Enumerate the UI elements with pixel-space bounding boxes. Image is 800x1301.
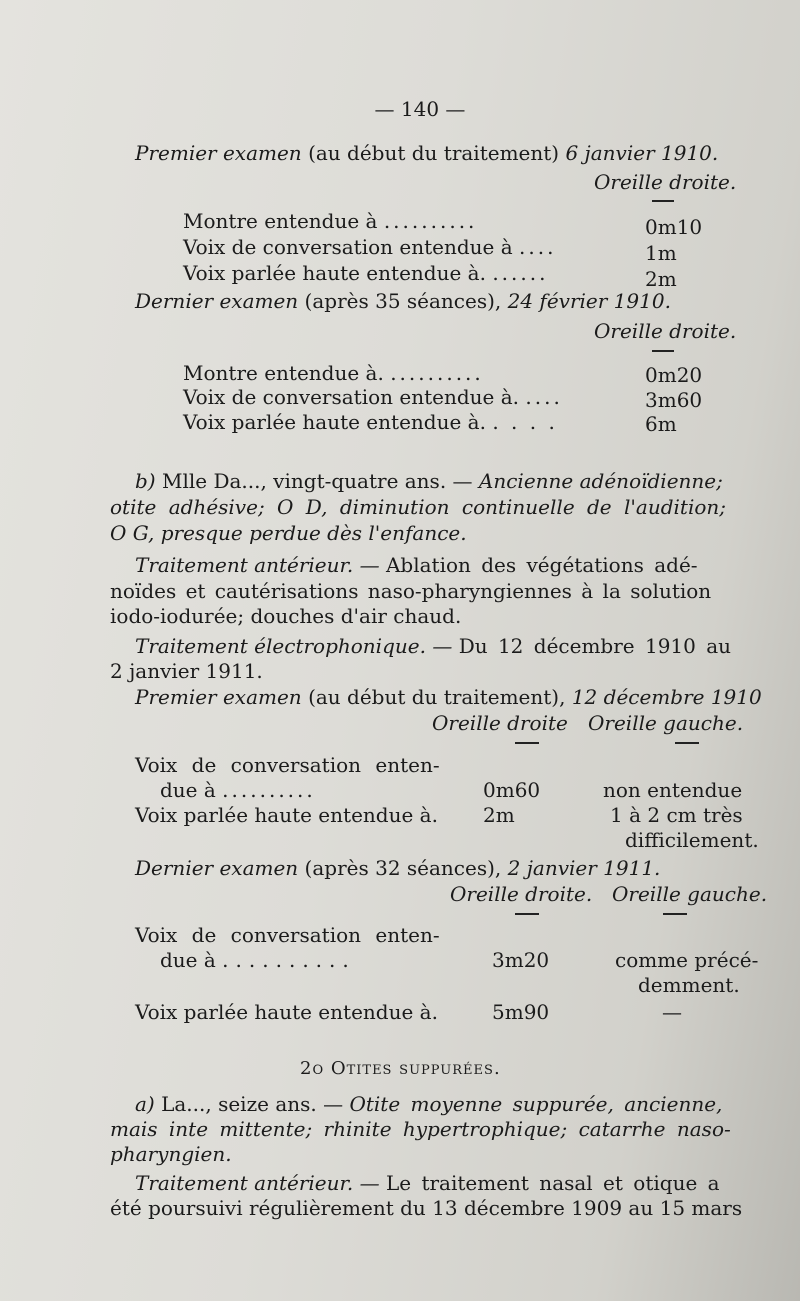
case-a-line3: pharyngien.: [110, 1142, 232, 1166]
case-b-line3: O G, presque perdue dès l'enfance.: [110, 521, 467, 545]
row-value-parlee-1: 2m: [645, 267, 677, 291]
t2-row1-a: Voix de conversation enten-: [135, 923, 440, 947]
case-b-prior-line1: [135, 552, 800, 578]
first-exam-label: Premier examen: [135, 141, 302, 165]
case-a-name: La..., seize ans. —: [161, 1092, 344, 1116]
case-b-last-exam-paren: (après 32 séances),: [304, 856, 502, 880]
t1-row2-label: Voix parlée haute entendue à.: [135, 803, 438, 827]
dash-1: [652, 200, 674, 202]
case-b-last-exam-label: Dernier examen: [135, 856, 299, 880]
row-label: Montre entendue à.: [183, 361, 384, 385]
last-exam-label: Dernier examen: [135, 289, 299, 313]
case-b-last-exam-date: 2 janvier 1911.: [507, 856, 661, 880]
t1-row1-a: Voix de conversation enten-: [135, 753, 440, 777]
case-b-first-exam-line: [135, 684, 800, 710]
case-b-electro-label: Traitement électrophonique. —: [135, 634, 453, 658]
case-b-first-exam-label: Premier examen: [135, 685, 302, 709]
t2-row1-dots: ..........: [222, 948, 356, 972]
t2-row1-right-value: 3m20: [492, 948, 550, 972]
t2-row2-left-value: —: [662, 1000, 682, 1024]
row-label: Montre entendue à: [183, 209, 378, 233]
row-value-conversation-2: 3m60: [645, 388, 703, 412]
case-a-prior-line1: [135, 1170, 800, 1196]
last-exam-paren: (après 35 séances),: [304, 289, 502, 313]
case-b-ear-right: Oreille droite: [432, 711, 568, 735]
dash-4: [675, 742, 699, 744]
case-b-line2: otite adhésive; O D, diminution continuelle de l'audition;: [110, 495, 726, 519]
t2-row1-label: due à: [160, 948, 216, 972]
row-dots: ..........: [383, 209, 478, 233]
row-value-montre-2: 0m20: [645, 363, 703, 387]
case-b-first-exam-paren: (au début du traitement),: [308, 685, 566, 709]
first-exam-line: [135, 140, 800, 166]
t1-row1-label: due à: [160, 778, 216, 802]
case-b-ear-left-2: Oreille gauche.: [612, 882, 768, 906]
case-b-letter: b): [135, 469, 156, 493]
row-value-conversation-1: 1m: [645, 241, 677, 265]
case-a-prior-text1: Le traitement nasal et otique a: [385, 1171, 720, 1195]
row-dots: . . . .: [492, 410, 558, 434]
last-exam-line: [135, 288, 800, 314]
t1-row1-dots: ..........: [222, 778, 316, 802]
dash-2: [652, 350, 674, 352]
t1-row2-left-value-a: 1 à 2 cm très: [610, 803, 743, 827]
row-dots: ......: [492, 261, 549, 285]
case-b-electro-line2: 2 janvier 1911.: [110, 659, 263, 683]
case-b-prior-text1: Ablation des végétations adé-: [385, 553, 698, 577]
row-label: Voix parlée haute entendue à.: [183, 410, 486, 434]
t1-row2-left-value-b: difficilement.: [625, 828, 759, 852]
row-value-parlee-2: 6m: [645, 412, 677, 436]
row-label: Voix parlée haute entendue à.: [183, 261, 486, 285]
dash-3: [515, 742, 539, 744]
case-a-prior-label: Traitement antérieur. —: [135, 1171, 380, 1195]
case-a-line1: [135, 1091, 800, 1117]
section-2-heading: 2o Otites suppurées.: [300, 1058, 501, 1079]
ear-right-heading-1: Oreille droite.: [594, 170, 737, 194]
t1-row2-right-value: 2m: [483, 803, 515, 827]
t2-row2-label: Voix parlée haute entendue à.: [135, 1000, 438, 1024]
case-b-prior-line3: iodo-iodurée; douches d'air chaud.: [110, 604, 462, 628]
case-b-name: Da..., vingt-quatre ans. —: [213, 469, 473, 493]
ear-right-heading-2: Oreille droite.: [594, 319, 737, 343]
dash-5: [515, 913, 539, 915]
t1-row1-left-value: non entendue: [603, 778, 743, 802]
case-b-ear-left: Oreille gauche.: [588, 711, 744, 735]
t2-row2-right-value: 5m90: [492, 1000, 550, 1024]
case-b-electro-text1: Du 12 décembre 1910 au: [458, 634, 732, 658]
first-exam-paren: (au début du traitement): [308, 141, 560, 165]
row-label: Voix de conversation entendue à: [183, 235, 513, 259]
row-dots: ....: [525, 385, 563, 409]
case-a-prior-line2: été poursuivi régulièrement du 13 décembre 1909 au 15 mars: [110, 1196, 743, 1220]
case-b-prior-label: Traitement antérieur. —: [135, 553, 380, 577]
first-exam-date: 6 janvier 1910.: [565, 141, 719, 165]
page-number: — 140 —: [374, 97, 466, 121]
case-b-line1: [135, 468, 800, 494]
case-b-electro-line1: [135, 633, 800, 659]
case-b-ear-right-2: Oreille droite.: [450, 882, 593, 906]
case-b-last-exam-line: [135, 855, 800, 881]
t2-row1-left-value-a: comme précé-: [615, 948, 759, 972]
case-b-first-exam-date: 12 décembre 1910: [571, 685, 762, 709]
t2-row1-left-value-b: demment.: [638, 973, 740, 997]
case-b-prior-line2: noïdes et cautérisations naso-pharyngiennes à la solution: [110, 579, 712, 603]
case-a-line2: mais inte mittente; rhinite hypertrophique; catarrhe naso-: [110, 1117, 731, 1141]
case-b-diagnosis: Ancienne adénoïdienne;: [478, 469, 723, 493]
row-dots: ..........: [390, 361, 484, 385]
case-a-diagnosis: Otite moyenne suppurée, ancienne,: [349, 1092, 723, 1116]
row-dots: ....: [519, 235, 557, 259]
case-a-letter: a): [135, 1092, 155, 1116]
case-b-title-prefix: Mlle: [161, 469, 208, 493]
last-exam-date: 24 février 1910.: [507, 289, 671, 313]
t1-row1-right-value: 0m60: [483, 778, 541, 802]
row-label: Voix de conversation entendue à.: [183, 385, 520, 409]
dash-6: [663, 913, 687, 915]
row-value-montre-1: 0m10: [645, 215, 703, 239]
